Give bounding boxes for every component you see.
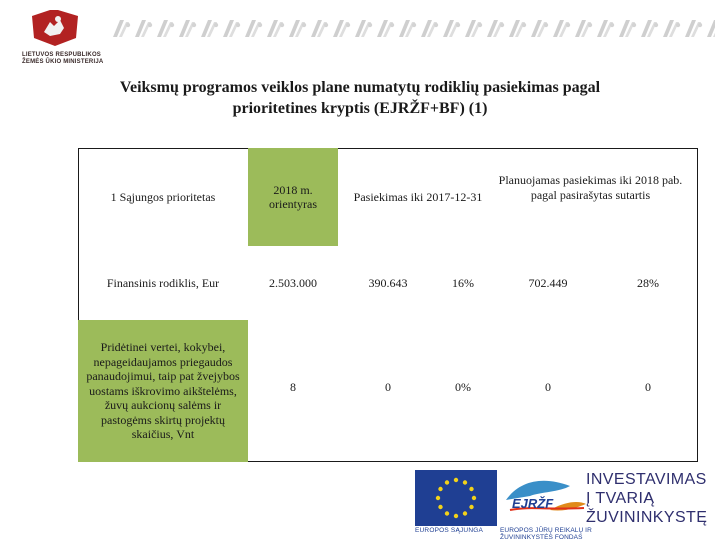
row2-label: Pridėtinei vertei, kokybei, nepageidaujamos priegaudos panaudojimui, taip pat žvejybos uostams iškrovimo aikštelėms, žuvų aukcionų salėms ir pastogėms skirtų projektų skaičius, Vnt [78, 320, 248, 462]
title-line2: prioritetines kryptis (EJRŽF+BF) (1) [232, 100, 488, 117]
fund-caption: EUROPOS JŪRŲ REIKALŲ IR ŽUVININKYSTĖS FONDAS [500, 527, 592, 541]
slogan [586, 470, 707, 527]
coat-of-arms-icon [30, 8, 80, 48]
row2-forecast-pct: 0 [645, 380, 651, 394]
eu-caption: EUROPOS SĄJUNGA [415, 527, 484, 534]
ejrzf-logo [500, 466, 592, 541]
header-priority: 1 Sąjungos prioritetas [110, 190, 216, 204]
fund-logo-text: EJRŽF [512, 496, 554, 511]
slogan-line1: INVESTAVIMAS [586, 471, 707, 488]
eu-logo [415, 470, 497, 536]
row1-forecast-pct: 28% [637, 276, 659, 290]
indicators-table [78, 148, 698, 462]
ornament-band [110, 16, 715, 40]
ministry-logo [10, 8, 120, 68]
row2-achieved: 0 [385, 380, 391, 394]
row2-planned: 8 [290, 380, 296, 394]
slogan-line3: ŽUVININKYSTĘ [586, 509, 708, 526]
row2-achieved-pct: 0% [455, 380, 471, 394]
slogan-line2: Į TVARIĄ [586, 490, 655, 507]
row1-achieved: 390.643 [368, 276, 408, 290]
ministry-name-line2: ŽEMĖS ŪKIO MINISTERIJA [22, 59, 104, 65]
row1-label: Finansinis rodiklis, Eur [106, 276, 220, 290]
header-planned: 2018 m. orientyras [248, 148, 338, 246]
fish-wave-icon [500, 466, 590, 526]
title-line1: Veiksmų programos veiklos plane numatytų rodiklių pasiekimas pagal [119, 79, 601, 96]
row1-forecast: 702.449 [528, 276, 568, 290]
row1-planned: 2.503.000 [269, 276, 317, 290]
row2-forecast: 0 [545, 380, 551, 394]
row1-achieved-pct: 16% [452, 276, 474, 290]
header-forecast: Planuojamas pasiekimas iki 2018 pab. pagal pasirašytas sutartis [498, 173, 683, 202]
ministry-name-line1: LIETUVOS RESPUBLIKOS [22, 52, 102, 58]
page-title [60, 77, 660, 119]
eu-flag-icon [415, 470, 497, 526]
header-achieved: Pasiekimas iki 2017-12-31 [353, 190, 483, 204]
